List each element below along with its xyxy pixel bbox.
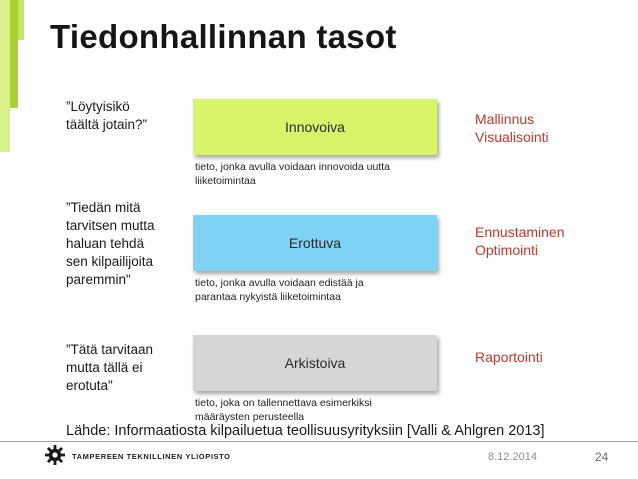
decor-stripe-light (0, 0, 10, 152)
level-label: Innovoiva (285, 119, 345, 135)
quote-line: ”Löytyisikö (66, 99, 130, 114)
quote-line: tarvitsen mutta (66, 218, 155, 233)
university-name: TAMPEREEN TEKNILLINEN YLIOPISTO (72, 452, 231, 461)
slide-title: Tiedonhallinnan tasot (50, 18, 397, 55)
level-label: Arkistoiva (284, 355, 346, 371)
methods-erottuva (475, 223, 565, 259)
quote-line: ”Tätä tarvitaan (66, 342, 154, 357)
quote-line: paremmin" (66, 272, 131, 287)
description-arkistoiva (195, 396, 372, 424)
source-citation: Lähde: Informaatiosta kilpailuetua teollisuusyrityksiin [Valli & Ahlgren 2013] (66, 423, 545, 439)
decor-stripe-dark (10, 0, 18, 108)
tut-gear-logo-icon (44, 444, 66, 466)
quote-line: haluan tehdä (66, 236, 145, 251)
quote-line: ”Tiedän mitä (66, 200, 141, 215)
quote-line: mutta tällä ei (66, 360, 143, 375)
description-innovoiva (195, 160, 390, 188)
methods-arkistoiva (475, 348, 543, 366)
method-line: Optimointi (475, 242, 539, 258)
description-line: liiketoimintaa (195, 175, 256, 187)
level-box-arkistoiva (193, 335, 437, 391)
description-line: parantaa nykyistä liiketoimintaa (195, 291, 341, 303)
slide-date: 8.12.2014 (488, 451, 537, 463)
quote-arkistoiva (66, 341, 153, 395)
description-erottuva (195, 276, 364, 304)
method-line: Visualisointi (475, 129, 549, 145)
description-line: tieto, joka on tallennettava esimerkiksi (195, 397, 372, 409)
description-line: määräysten perusteella (195, 411, 305, 423)
page-number: 24 (595, 450, 609, 464)
quote-line: sen kilpailijoita (66, 254, 154, 269)
level-box-erottuva (193, 215, 437, 271)
quote-line: täältä jotain?” (66, 117, 148, 132)
level-label: Erottuva (288, 235, 342, 251)
method-line: Raportointi (475, 349, 543, 365)
methods-innovoiva (475, 110, 549, 146)
decor-stripe-thin (18, 0, 24, 40)
quote-innovoiva (66, 98, 147, 134)
quote-erottuva (66, 199, 155, 289)
method-line: Ennustaminen (475, 224, 565, 240)
footer-divider (0, 441, 638, 442)
description-line: tieto, jonka avulla voidaan innovoida uutta (195, 161, 390, 173)
description-line: tieto, jonka avulla voidaan edistää ja (195, 277, 364, 289)
quote-line: erotuta" (66, 378, 113, 393)
method-line: Mallinnus (475, 111, 535, 127)
level-box-innovoiva (193, 99, 437, 155)
